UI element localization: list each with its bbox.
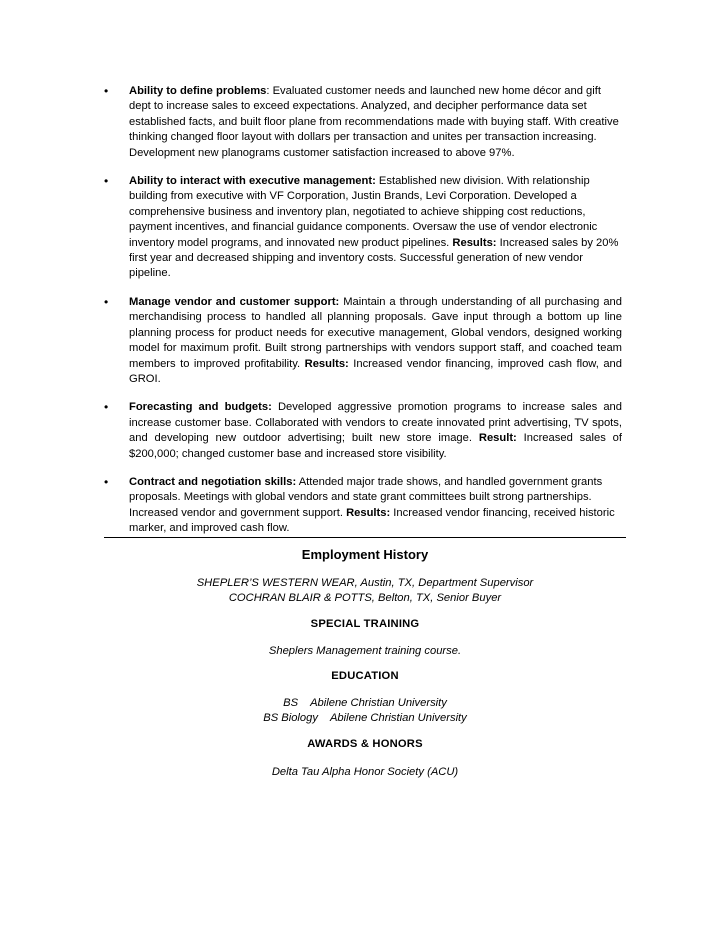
results-body: Increased vendor financing, improved cash flow, and GROI. <box>129 357 623 385</box>
education-entry <box>104 696 626 711</box>
skill-body: Established new division. With relationship building from executive with VF Corporation, Justin Brands, Levi Corporation. Developed a comprehensive business and inventory plan, negotiated to achieve shipping cost reductions, payment incentives, and financial guidance components. Oversaw the use of vendor electronic inventory model programs, and innovated new product pipelines. <box>129 175 598 249</box>
bullet-dot: • <box>104 174 109 189</box>
results-label: Results: <box>346 506 391 519</box>
bullet-dot: • <box>104 294 109 309</box>
job-entry: COCHRAN BLAIR & POTTS, Belton, TX, Senior Buyer <box>228 592 502 605</box>
school: Abilene Christian University <box>310 697 447 709</box>
skill-text <box>129 84 622 161</box>
list-item <box>104 400 622 462</box>
education-entry <box>104 711 626 726</box>
skill-text <box>129 295 622 387</box>
results-body: Increased sales by 20% first year and decreased shipping and inventory costs. Successful generation of new vendor pipeline. <box>129 236 619 280</box>
list-item <box>104 295 622 387</box>
bullet-dot: • <box>104 474 109 489</box>
awards-item: Delta Tau Alpha Honor Society (ACU) <box>271 766 459 778</box>
results-body: Increased sales of $200,000; changed customer base and increased store visibility. <box>129 432 622 460</box>
employment-list <box>104 576 626 607</box>
list-item <box>104 174 622 282</box>
skill-body: Maintain a through understanding of all purchasing and merchandising process to handled all planning proposals. Gave input through a bottom up line planning process for product needs for executive management, Global vendors, designed working model for maximum profit. Built strong partnerships with vendors support staff, and coached team members to improved profitability. <box>129 295 622 370</box>
skill-body: Attended major trade shows, and handled government grants proposals. Meetings with global vendors and state grant committees built strong partnerships. Increased vendor and government support. <box>129 475 603 519</box>
bullet-dot: • <box>104 400 109 415</box>
degree: BS <box>283 697 299 709</box>
awards-heading: AWARDS & HONORS <box>307 738 423 750</box>
results-label: Result: <box>478 432 517 445</box>
job-entry: SHEPLER’S WESTERN WEAR, Austin, TX, Department Supervisor <box>196 577 534 589</box>
training-item: Sheplers Management training course. <box>268 645 462 657</box>
skill-text <box>129 400 622 462</box>
skill-body: Developed aggressive promotion programs to increase sales and increase customer base. Collaborated with vendors to create innovated print advertising, TV spots, and developing new outdoor advertising; built new store image. <box>129 401 622 445</box>
employment-heading: Employment History <box>301 547 429 562</box>
education-list <box>104 696 626 727</box>
skill-title: Contract and negotiation skills: <box>129 475 297 488</box>
list-item <box>104 475 622 537</box>
skill-title: Ability to interact with executive management: <box>129 175 376 188</box>
list-item <box>104 84 622 161</box>
skill-text <box>129 475 622 537</box>
skill-body: Evaluated customer needs and launched new home décor and gift dept to increase sales to exceed expectations. Analyzed, and decipher performance data set established facts, and built floor plane from recommendations made with buying staff. With creative thinking changed floor layout with dollars per transaction and unites per transaction increasing. Development new planograms customer satisfaction increased to above 97%. <box>129 85 619 159</box>
skill-title: Manage vendor and customer support: <box>129 295 340 308</box>
education-heading: EDUCATION <box>331 670 399 682</box>
degree: BS Biology <box>263 712 318 725</box>
section-divider <box>104 537 626 538</box>
school: Abilene Christian University <box>329 712 467 725</box>
skill-title: Forecasting and budgets: <box>129 401 272 414</box>
skill-title: Ability to define problems <box>129 85 267 97</box>
bullet-dot: • <box>104 84 109 98</box>
results-label: Results: <box>304 357 349 370</box>
training-heading: SPECIAL TRAINING <box>310 618 420 630</box>
skill-title-suffix: : <box>266 85 270 97</box>
skills-list <box>104 84 622 550</box>
results-body: Increased vendor financing, received historic marker, and improved cash flow. <box>129 506 615 535</box>
results-label: Results: <box>452 236 497 249</box>
skill-text <box>129 174 622 282</box>
